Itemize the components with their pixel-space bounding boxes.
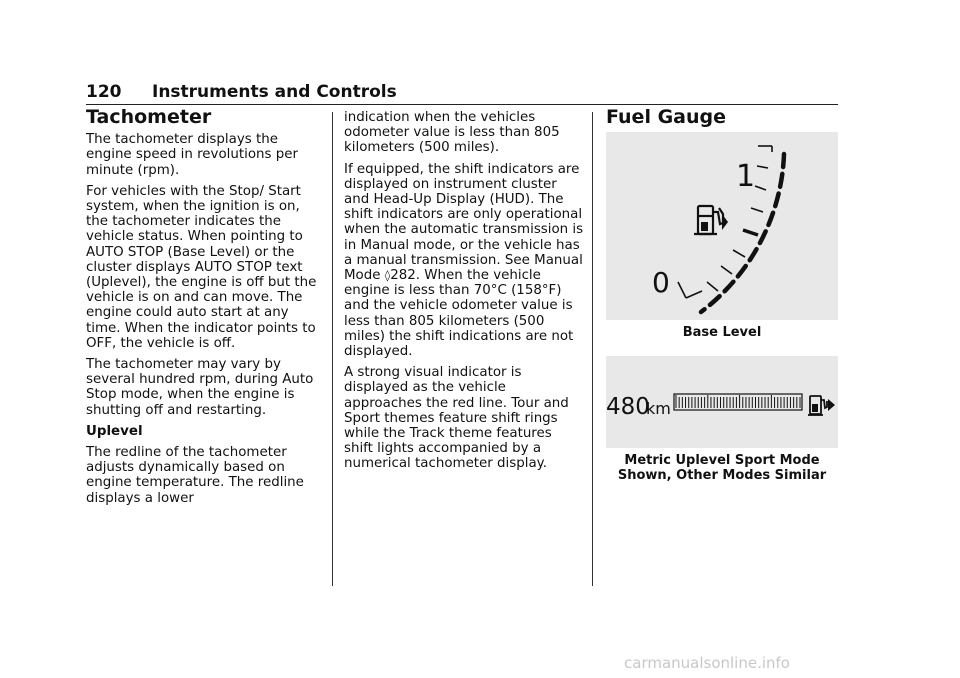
column-shift-indicators bbox=[344, 110, 584, 478]
column-tachometer bbox=[86, 106, 326, 512]
section-title: Instruments and Controls bbox=[152, 82, 397, 102]
visual-indicator-paragraph: A strong visual indicator is displayed as the vehicle approaches the red line. Tour and Sport themes feature shift rings while the Track theme features shift lights accompanied by a numerical tachometer display. bbox=[344, 365, 569, 472]
metric-caption-line-1: Metric Uplevel Sport Mode bbox=[624, 453, 820, 469]
fuel-pump-icon bbox=[808, 396, 827, 415]
metric-uplevel-fuel-gauge-figure bbox=[606, 356, 838, 448]
arrow-right-icon bbox=[828, 399, 835, 411]
shift-indicator-paragraph bbox=[344, 162, 584, 360]
gauge-full-label: 1 bbox=[736, 159, 756, 195]
page-header bbox=[86, 82, 838, 105]
base-level-fuel-gauge-figure bbox=[606, 132, 838, 320]
fuel-pump-icon bbox=[694, 206, 728, 234]
uplevel-paragraph: The redline of the tachometer adjusts dynamically based on engine temperature. The redline displays a lower bbox=[86, 445, 304, 506]
column-fuel-gauge bbox=[606, 106, 838, 484]
page-number: 120 bbox=[86, 82, 122, 102]
tachometer-paragraph-3: The tachometer may vary by several hundred rpm, during Auto Stop mode, when the engine is shutting off and restarting. bbox=[86, 357, 314, 418]
gauge-empty-label: 0 bbox=[652, 266, 670, 300]
metric-uplevel-caption bbox=[606, 453, 838, 483]
fuel-range-unit: km bbox=[646, 399, 671, 419]
base-level-caption: Base Level bbox=[682, 325, 762, 341]
fuel-range-value: 480 bbox=[606, 394, 650, 421]
redline-continued-paragraph: indication when the vehicles odometer value is less than 805 kilometers (500 miles). bbox=[344, 110, 560, 156]
column-divider-1 bbox=[332, 112, 333, 586]
metric-uplevel-gauge-graphic bbox=[606, 356, 838, 448]
metric-caption-line-2: Shown, Other Modes Similar bbox=[617, 468, 827, 484]
shift-indicator-text-2: . When the vehicle engine is less than 70°C (158°F) and the vehicle odometer value is less than 805 kilometers (500 miles) the shift indications are not displayed. bbox=[344, 268, 574, 360]
manual-mode-page-link[interactable]: 282 bbox=[390, 268, 416, 284]
fuel-gauge-heading: Fuel Gauge bbox=[606, 106, 727, 128]
fuel-level-bar-ticks bbox=[676, 395, 800, 408]
page-ref-icon: ◊ bbox=[384, 269, 391, 283]
shift-indicator-text-1: If equipped, the shift indicators are displayed on instrument cluster and Head-Up Display (HUD). The shift indicators are only operational when the automatic transmission is in Manual mode, or the vehicle has a manual transmission. See Manual Mode bbox=[344, 161, 584, 284]
uplevel-heading: Uplevel bbox=[86, 423, 143, 439]
tachometer-paragraph-2: For vehicles with the Stop/ Start system, when the ignition is on, the tachometer indicates the vehicle status. When pointing to AUTO STOP (Base Level) or the cluster displays AUTO STOP text (Uplevel), the engine is off but the vehicle is on and can move. The engine could auto start at any time. When the indicator points to OFF, the vehicle is off. bbox=[86, 183, 317, 351]
fuel-level-bar-frame bbox=[674, 394, 802, 410]
base-level-gauge-graphic bbox=[606, 132, 838, 320]
column-divider-2 bbox=[592, 112, 593, 586]
watermark: carmanualsonline.info bbox=[624, 654, 790, 672]
tachometer-paragraph-1: The tachometer displays the engine speed in revolutions per minute (rpm). bbox=[86, 132, 299, 178]
tachometer-heading: Tachometer bbox=[86, 106, 212, 128]
